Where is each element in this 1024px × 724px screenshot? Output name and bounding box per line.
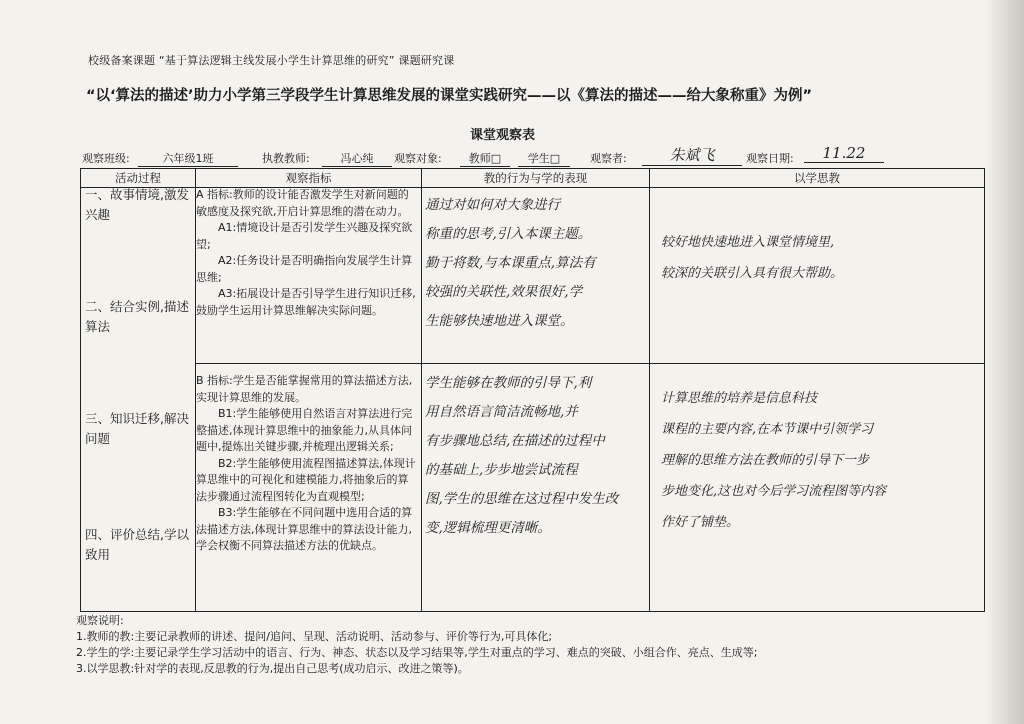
main-title: “以‘算法的描述’助力小学第三学段学生计算思维发展的课堂实践研究——以《算法的描述——给大象称重》为例” bbox=[86, 88, 813, 104]
observation-notes bbox=[76, 613, 757, 677]
indicator-b-text: B 指标:学生是否能掌握常用的算法描述方法,实现计算思维的发展。 bbox=[196, 374, 413, 404]
indicator-b3: B3:学生能够在不同问题中选用合适的算法描述方法,体现计算思维中的算法设计能力,学会权衡不同算法描述方法的优缺点。 bbox=[196, 506, 413, 552]
note-item: 2.学生的学:主要记录学生学习活动中的语言、行为、神态、状态以及学习结果等,学生对重点的学习、难点的突破、小组合作、亮点、生成等; bbox=[76, 646, 758, 659]
handwriting-line: 步地变化,这也对今后学习流程图等内容 bbox=[661, 484, 887, 499]
observer-label: 观察者: bbox=[590, 152, 627, 165]
handwriting-line: 有步骤地总结,在描述的过程中 bbox=[425, 433, 605, 449]
handwriting-line: 用自然语言简洁流畅地,并 bbox=[425, 404, 578, 420]
header-reflection: 以学思教 bbox=[794, 171, 840, 185]
indicator-a1: A1:情境设计是否引发学生兴趣及探究欲望; bbox=[196, 221, 413, 251]
behavior-notes-2 bbox=[425, 369, 643, 543]
handwriting-line: 勤于将数,与本课重点,算法有 bbox=[425, 255, 596, 271]
handwriting-line: 称重的思考,引入本课主题。 bbox=[425, 226, 592, 242]
col-divider bbox=[649, 169, 650, 611]
handwriting-line: 学生能够在教师的引导下,利 bbox=[425, 375, 592, 391]
indicator-a-text: A 指标:教师的设计能否激发学生对新问题的敏感度及探究欲,开启计算思维的潜在动力。 bbox=[196, 188, 409, 218]
observation-table bbox=[80, 168, 985, 612]
object-label: 观察对象: bbox=[394, 152, 442, 165]
handwriting-line: 生能够快速地进入课堂。 bbox=[425, 313, 574, 329]
teacher-label: 执教教师: bbox=[262, 152, 310, 165]
reflection-notes-1 bbox=[661, 227, 971, 289]
activity-4: 四、评价总结,学以致用 bbox=[85, 527, 189, 562]
indicator-a2: A2:任务设计是否明确指向发展学生计算思维; bbox=[196, 254, 413, 284]
indicator-b1: B1:学生能够使用自然语言对算法进行完整描述,体现计算思维中的抽象能力,从具体问题中,提炼出关键步骤,并梳理出逻辑关系; bbox=[196, 407, 413, 453]
row-divider bbox=[195, 363, 984, 364]
note-item: 3.以学思教:针对学的表现,反思教的行为,提出自己思考(成功启示、改进之策等)。 bbox=[76, 662, 469, 675]
indicator-a3: A3:拓展设计是否引导学生进行知识迁移,鼓励学生运用计算思维解决实际问题。 bbox=[196, 287, 416, 317]
handwriting-line: 变,逻辑梳理更清晰。 bbox=[425, 520, 551, 536]
page-shadow bbox=[984, 0, 1024, 724]
observer-value: 朱斌飞 bbox=[642, 144, 742, 166]
handwriting-line: 较好地快速地进入课堂情境里, bbox=[661, 235, 835, 250]
handwriting-line: 较深的关联引入具有很大帮助。 bbox=[661, 266, 844, 281]
note-item: 1.教师的教:主要记录教师的讲述、提问/追问、呈现、活动说明、活动参与、评价等行为,可具体化; bbox=[76, 630, 553, 643]
date-label: 观察日期: bbox=[746, 152, 794, 165]
handwriting-line: 通过对如何对大象进行 bbox=[425, 197, 560, 213]
project-line: 校级备案课题 “基于算法逻辑主线发展小学生计算思维的研究” 课题研究课 bbox=[88, 54, 455, 67]
form-title: 课堂观察表 bbox=[470, 128, 536, 143]
notes-title: 观察说明: bbox=[76, 614, 124, 627]
meta-row bbox=[82, 144, 982, 168]
handwriting-line: 理解的思维方法在教师的引导下一步 bbox=[661, 453, 870, 468]
class-value: 六年级1班 bbox=[138, 150, 238, 167]
class-label: 观察班级: bbox=[82, 152, 130, 165]
handwriting-line: 图,学生的思维在这过程中发生改 bbox=[425, 491, 619, 507]
behavior-notes-1 bbox=[425, 191, 643, 336]
header-behavior: 教的行为与学的表现 bbox=[483, 171, 588, 185]
activity-1: 一、故事情境,激发兴趣 bbox=[85, 187, 189, 222]
activity-3: 三、知识迁移,解决问题 bbox=[85, 411, 189, 446]
object-teacher: 教师□ bbox=[460, 150, 510, 167]
handwriting-line: 的基础上,步步地尝试流程 bbox=[425, 462, 578, 478]
handwriting-line: 计算思维的培养是信息科技 bbox=[661, 391, 818, 406]
indicator-b bbox=[196, 373, 418, 555]
activity-2: 二、结合实例,描述算法 bbox=[85, 299, 189, 334]
teacher-value: 冯心纯 bbox=[322, 150, 392, 167]
object-student: 学生□ bbox=[518, 150, 570, 167]
header-indicator: 观察指标 bbox=[285, 171, 332, 185]
handwriting-line: 较强的关联性,效果很好,学 bbox=[425, 284, 583, 300]
indicator-a bbox=[196, 187, 418, 319]
indicator-b2: B2:学生能够使用流程图描述算法,体现计算思维中的可视化和建模能力,将抽象后的算法步骤通过流程图转化为直观模型; bbox=[196, 456, 416, 503]
handwriting-line: 课程的主要内容,在本节课中引领学习 bbox=[661, 422, 874, 437]
col-divider bbox=[421, 169, 422, 611]
date-value: 11.22 bbox=[804, 144, 884, 163]
handwriting-line: 作好了铺垫。 bbox=[661, 515, 740, 530]
reflection-notes-2 bbox=[661, 383, 971, 538]
header-activity: 活动过程 bbox=[115, 171, 161, 185]
